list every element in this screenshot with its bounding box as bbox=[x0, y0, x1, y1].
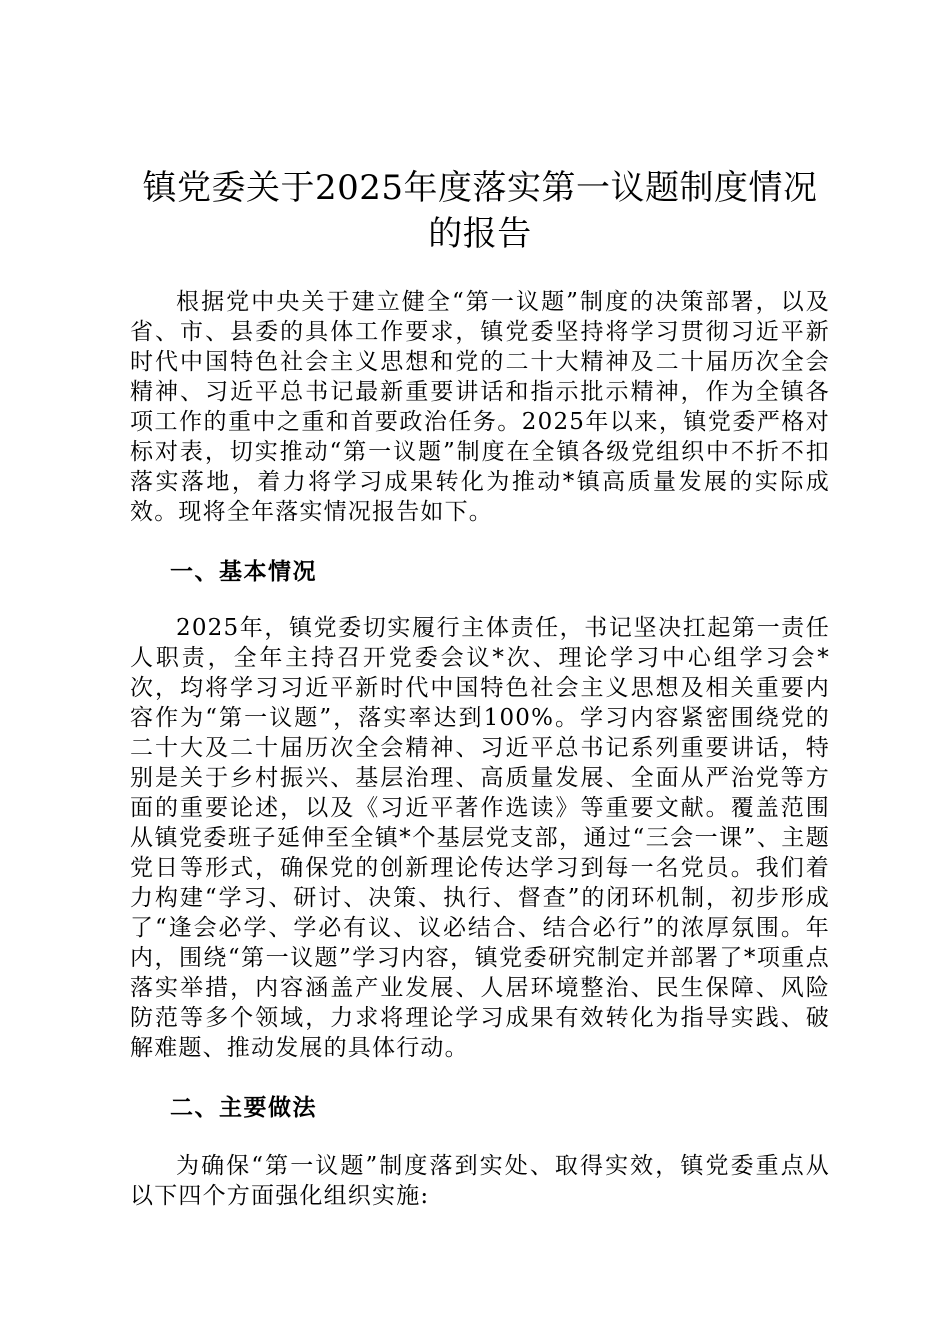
document-title bbox=[130, 165, 830, 257]
title-line-1: 镇党委关于2025年度落实第一议题制度情况 bbox=[142, 168, 818, 208]
section1-paragraph: 2025年，镇党委切实履行主体责任，书记坚决扛起第一责任人职责，全年主持召开党委会议*次、理论学习中心组学习会*次，均将学习习近平新时代中国特色社会主义思想及相关重要内容作为“第一议题”，落实率达到100%。学习内容紧密围绕党的二十大及二十届历次全会精神、习近平总书记系列重要讲话，特别是关于乡村振兴、基层治理、高质量发展、全面从严治党等方面的重要论述，以及《习近平著作选读》等重要文献。覆盖范围从镇党委班子延伸至全镇*个基层党支部，通过“三会一课”、主题党日等形式，确保党的创新理论传达学习到每一名党员。我们着力构建“学习、研讨、决策、执行、督查”的闭环机制，初步形成了“逢会必学、学必有议、议必结合、结合必行”的浓厚氛围。年内，围绕“第一议题”学习内容，镇党委研究制定并部署了*项重点落实举措，内容涵盖产业发展、人居环境整治、民生保障、风险防范等多个领域，力求将理论学习成果有效转化为指导实践、破解难题、推动发展的具体行动。 bbox=[130, 615, 830, 1061]
title-line-2: 的报告 bbox=[428, 214, 532, 254]
section-heading-main-practices: 二、主要做法 bbox=[170, 1094, 317, 1121]
section-heading-basic-situation: 一、基本情况 bbox=[170, 558, 317, 585]
intro-paragraph: 根据党中央关于建立健全“第一议题”制度的决策部署，以及省、市、县委的具体工作要求，镇党委坚持将学习贯彻习近平新时代中国特色社会主义思想和党的二十大精神及二十届历次全会精神、习近平总书记最新重要讲话和指示批示精神，作为全镇各项工作的重中之重和首要政治任务。2025年以来，镇党委严格对标对表，切实推动“第一议题”制度在全镇各级党组织中不折不扣落实落地，着力将学习成果转化为推动*镇高质量发展的实际成效。现将全年落实情况报告如下。 bbox=[130, 289, 830, 525]
document-page bbox=[130, 0, 830, 1211]
section2-paragraph: 为确保“第一议题”制度落到实处、取得实效，镇党委重点从以下四个方面强化组织实施: bbox=[130, 1153, 830, 1209]
